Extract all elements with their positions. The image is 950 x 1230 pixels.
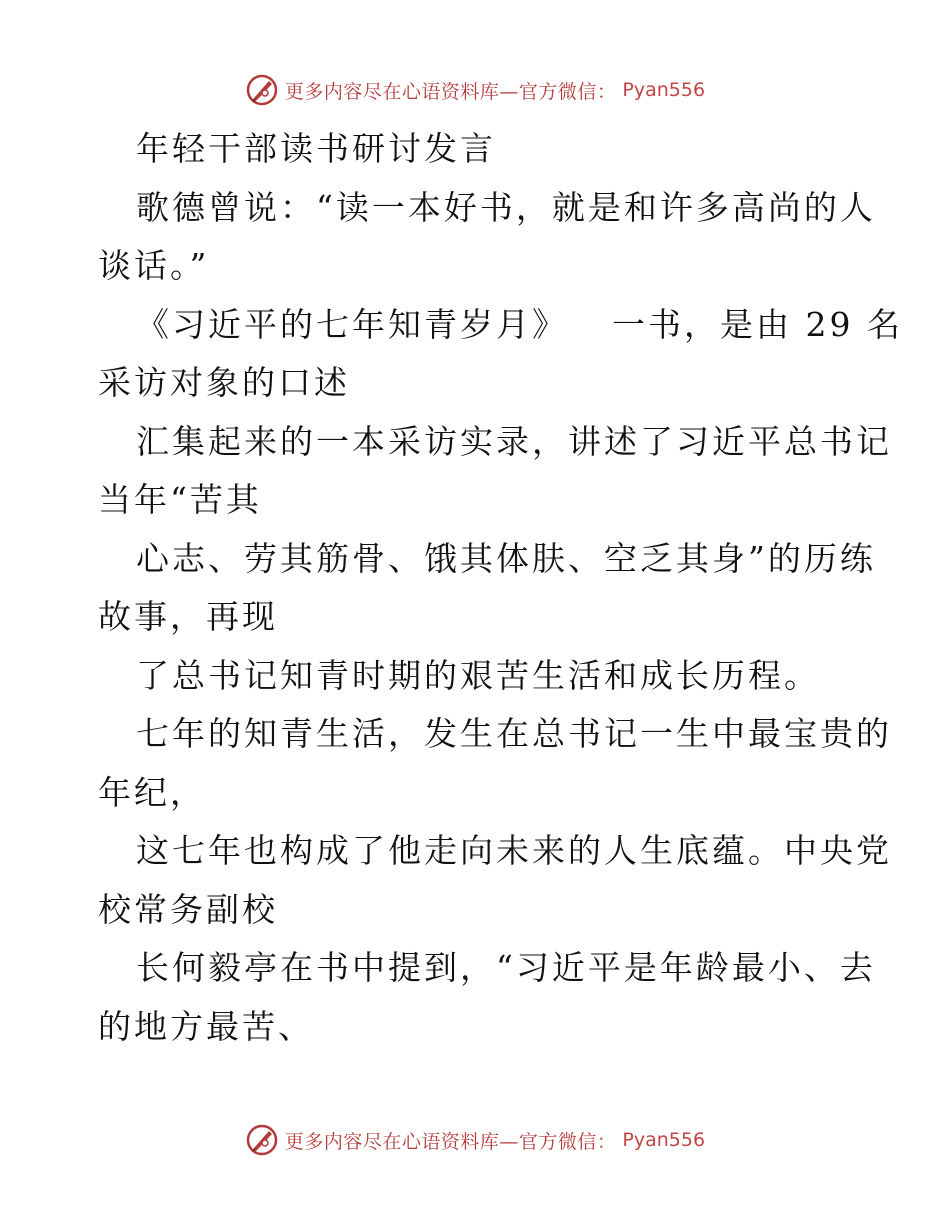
banner-text: 更多内容尽在心语资料库—官方微信： bbox=[284, 80, 617, 103]
paragraph-line: 心志、劳其筋骨、饿其体肤、空乏其身”的历练 bbox=[136, 538, 876, 578]
paragraph-line: 七年的知青生活，发生在总书记一生中最宝贵的 bbox=[136, 714, 892, 753]
document-title: 年轻干部读书研讨发言 bbox=[136, 129, 496, 168]
paragraph-line: 的地方最苦、 bbox=[98, 1006, 314, 1046]
banner-text: 更多内容尽在心语资料库—官方微信： bbox=[284, 1130, 617, 1153]
paragraph-line: 歌德曾说：“读一本好书，就是和许多高尚的人 bbox=[136, 187, 876, 227]
paragraph-line: 校常务副校 bbox=[98, 889, 278, 929]
banner-wechat-id: Pyan556 bbox=[622, 1129, 706, 1151]
document-body bbox=[98, 120, 903, 1056]
paragraph-line: 采访对象的口述 bbox=[98, 363, 350, 402]
paragraph-line: 当年“苦其 bbox=[98, 480, 262, 519]
paragraph-line: 汇集起来的一本采访实录，讲述了习近平总书记 bbox=[136, 421, 892, 461]
paragraph-line: 了总书记知青时期的艰苦生活和成长历程。 bbox=[136, 655, 820, 695]
paragraph-line: 谈话。” bbox=[98, 246, 210, 285]
paragraph-fragment: 一书，是由 29 名 bbox=[612, 304, 903, 344]
footer-watermark-banner bbox=[0, 1120, 950, 1160]
paragraph-line: 这七年也构成了他走向未来的人生底蕴。中央党 bbox=[136, 831, 892, 870]
header-watermark-banner bbox=[0, 70, 950, 110]
paragraph-line: 年纪， bbox=[98, 772, 206, 812]
paragraph-line: 故事，再现 bbox=[98, 597, 278, 636]
quill-pen-logo-icon bbox=[245, 73, 279, 107]
banner-wechat-id: Pyan556 bbox=[622, 79, 706, 101]
book-title-text: 《习近平的七年知青岁月》 bbox=[136, 304, 568, 344]
quill-pen-logo-icon bbox=[245, 1123, 279, 1157]
paragraph-line: 长何毅亭在书中提到，“习近平是年龄最小、去 bbox=[136, 948, 876, 987]
paragraph-line bbox=[98, 296, 903, 355]
